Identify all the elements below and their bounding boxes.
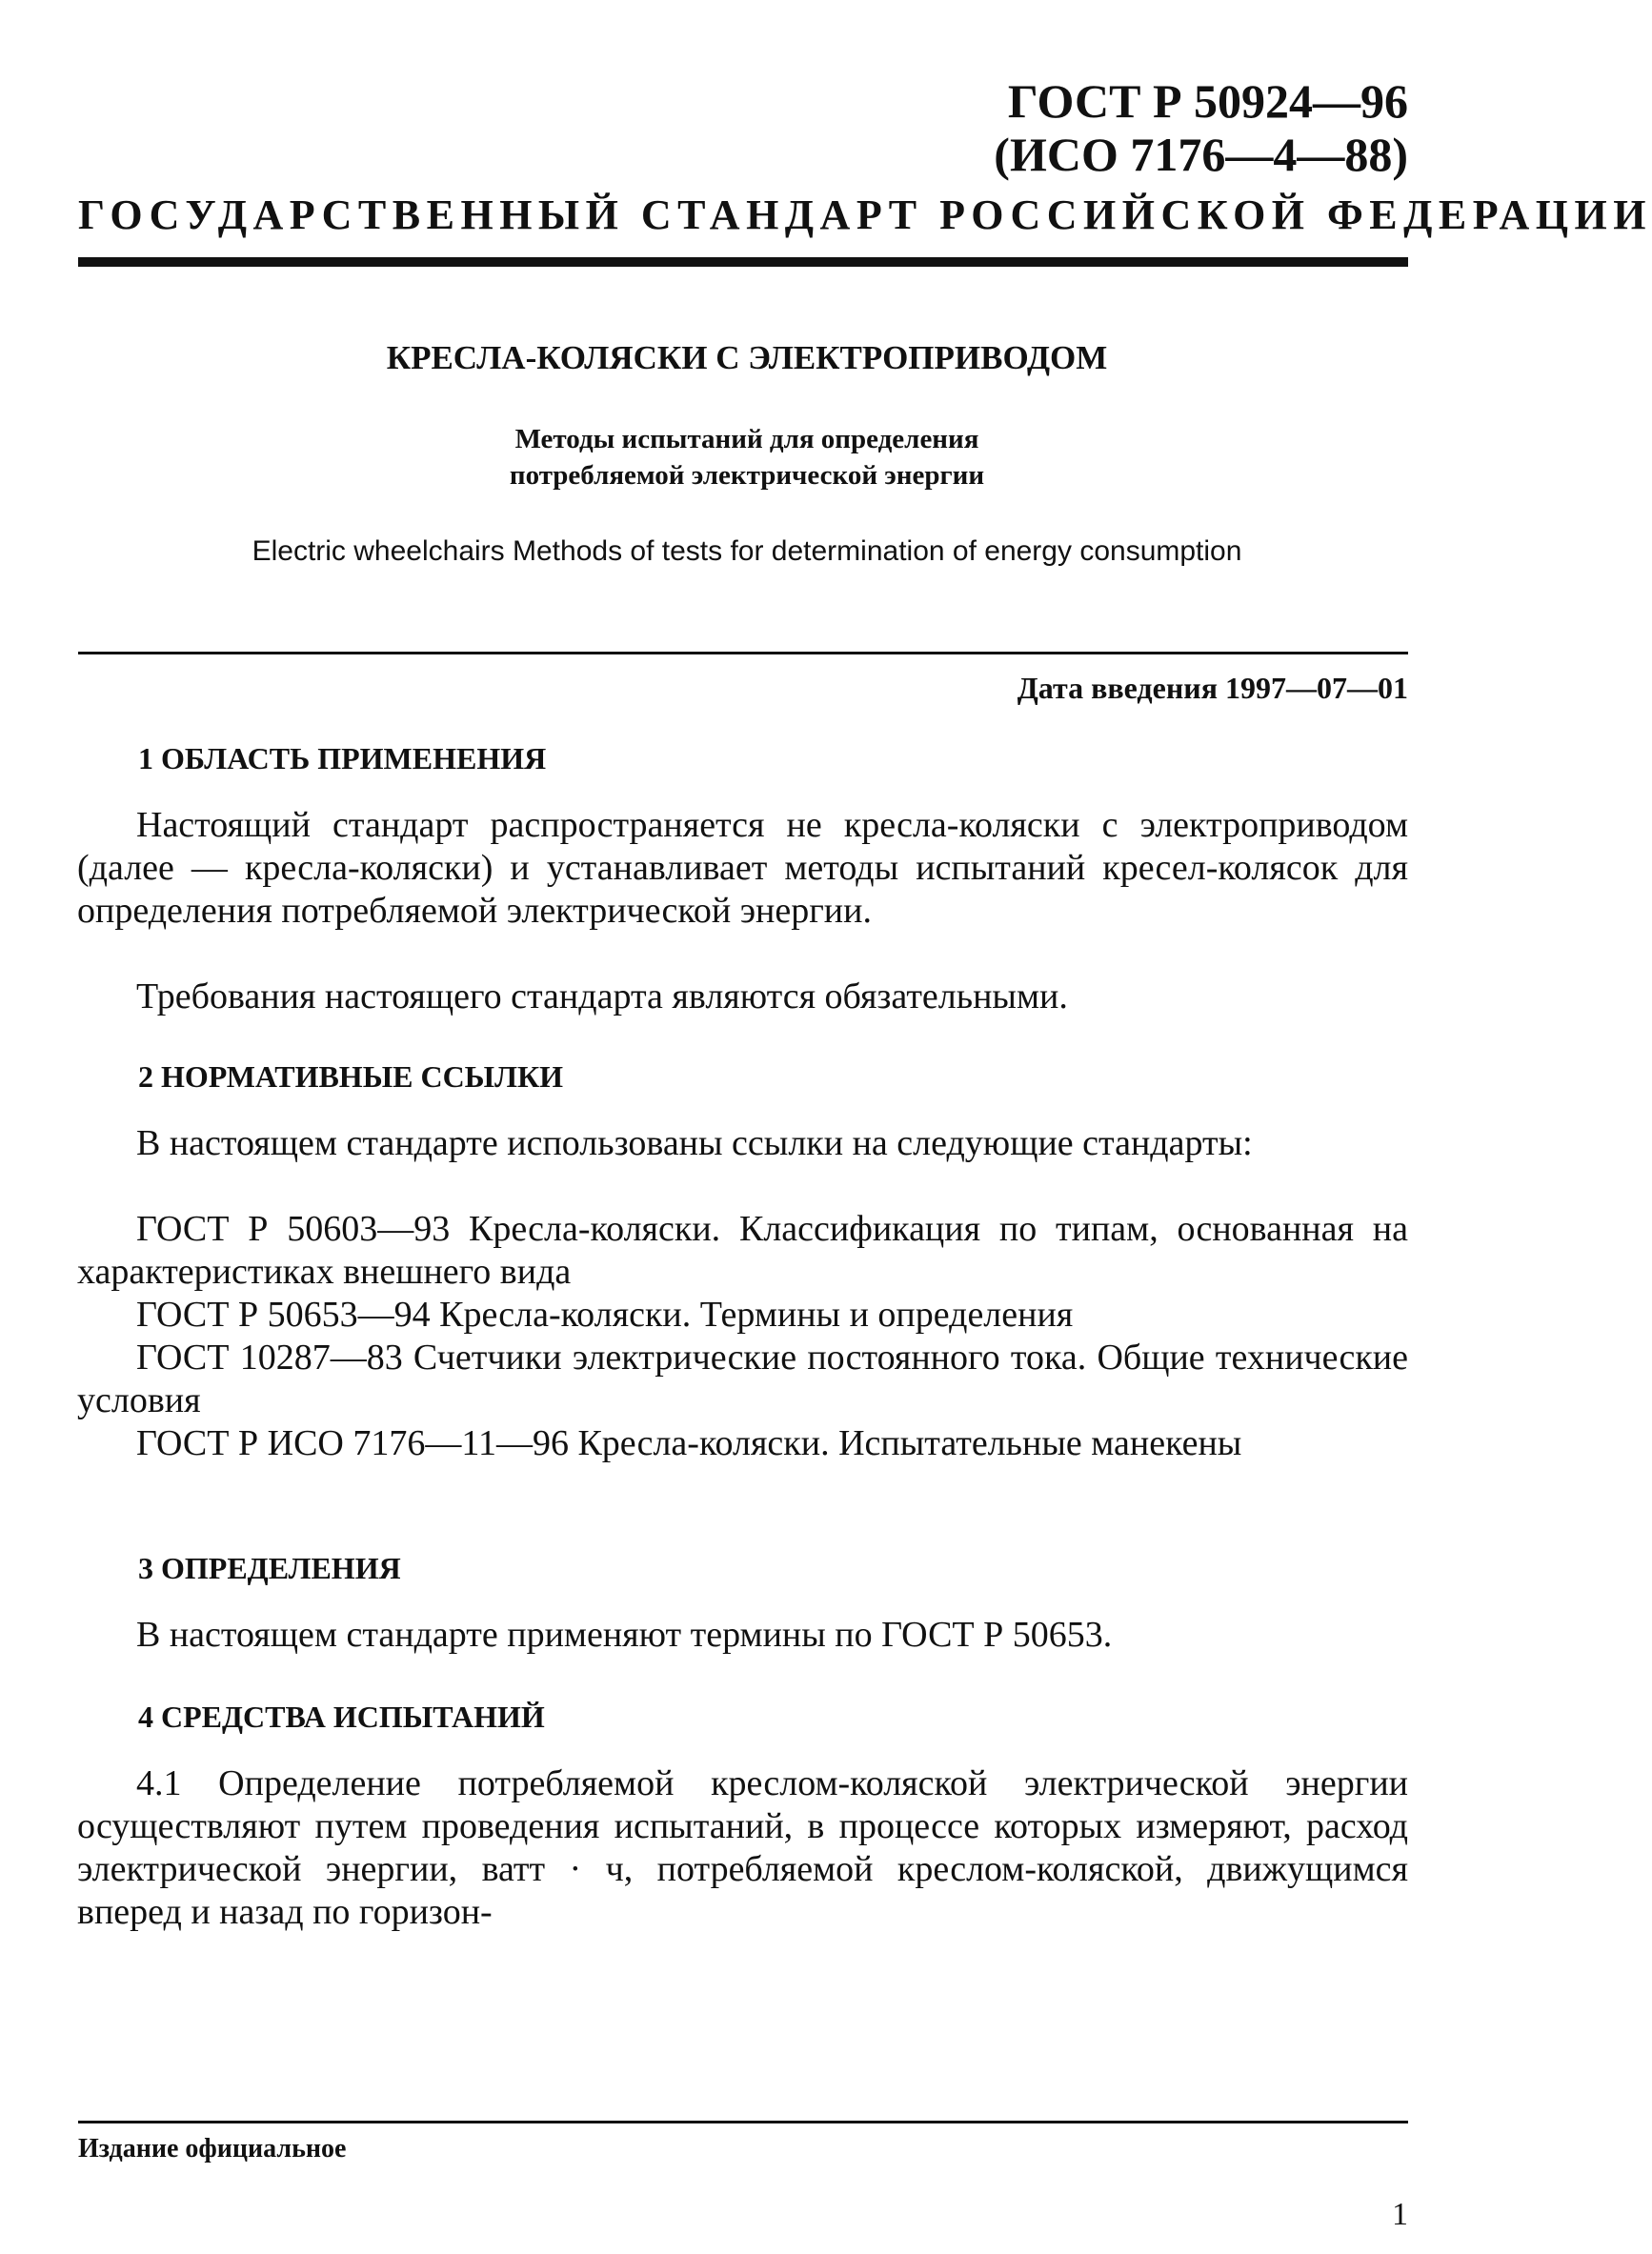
page-number: 1 (1392, 2197, 1408, 2232)
document-title: КРЕСЛА-КОЛЯСКИ С ЭЛЕКТРОПРИВОДОМ (386, 339, 1108, 376)
state-standard-heading: ГОСУДАРСТВЕННЫЙ СТАНДАРТ РОССИЙСКОЙ ФЕДЕРАЦИИ (78, 191, 1652, 238)
header-divider (78, 257, 1408, 267)
reference-gost-iso-7176-11: ГОСТ Р ИСО 7176—11—96 Кресла-коляски. Испытательные манекены (136, 1423, 1242, 1463)
reference-gost-10287: ГОСТ 10287—83 Счетчики электрические постоянного тока. Общие технические условия (77, 1338, 1408, 1420)
introduction-date: Дата введения 1997—07—01 (1017, 671, 1408, 705)
section-3-paragraph: В настоящем стандарте применяют термины по ГОСТ Р 50653. (136, 1615, 1113, 1655)
official-edition-label: Издание официальное (78, 2134, 347, 2163)
subtitle-line-2: потребляемой электрической энергии (509, 460, 985, 491)
iso-number: (ИСО 7176—4—88) (994, 128, 1408, 181)
footer-divider (78, 2121, 1408, 2123)
english-title: Electric wheelchairs Methods of tests for determination of energy consumption (252, 535, 1242, 567)
subtitle-line-1: Методы испытаний для определения (514, 424, 979, 454)
section-1-heading: 1 ОБЛАСТЬ ПРИМЕНЕНИЯ (138, 741, 547, 775)
section-4-heading: 4 СРЕДСТВА ИСПЫТАНИЙ (138, 1700, 545, 1734)
section-3-heading: 3 ОПРЕДЕЛЕНИЯ (138, 1551, 401, 1585)
section-2-heading: 2 НОРМАТИВНЫЕ ССЫЛКИ (138, 1059, 564, 1094)
reference-gost-50653: ГОСТ Р 50653—94 Кресла-коляски. Термины и определения (136, 1295, 1074, 1335)
gost-number: ГОСТ Р 50924—96 (1007, 74, 1408, 128)
section-1-paragraph-2: Требования настоящего стандарта являются обязательными. (136, 976, 1068, 1016)
title-divider (78, 652, 1408, 654)
document-subtitle (0, 421, 1494, 493)
reference-gost-50603: ГОСТ Р 50603—93 Кресла-коляски. Классификация по типам, основанная на характеристиках внешнего вида (77, 1209, 1408, 1292)
gost-designation (994, 74, 1408, 181)
section-2-paragraph: В настоящем стандарте использованы ссылки на следующие стандарты: (136, 1123, 1253, 1163)
section-1-paragraph: Настоящий стандарт распространяется не кресла-коляски с электроприводом (далее — кресла-коляски) и устанавливает методы испытаний кресел-колясок для определения потребляемой электрической энергии. (77, 805, 1408, 931)
section-4-paragraph: 4.1 Определение потребляемой креслом-коляской электрической энергии осуществляют путем проведения испытаний, в процессе которых измеряют, расход электрической энергии, ватт · ч, потребляемой креслом-коляской, движущимся вперед и назад по горизон- (77, 1763, 1408, 1932)
